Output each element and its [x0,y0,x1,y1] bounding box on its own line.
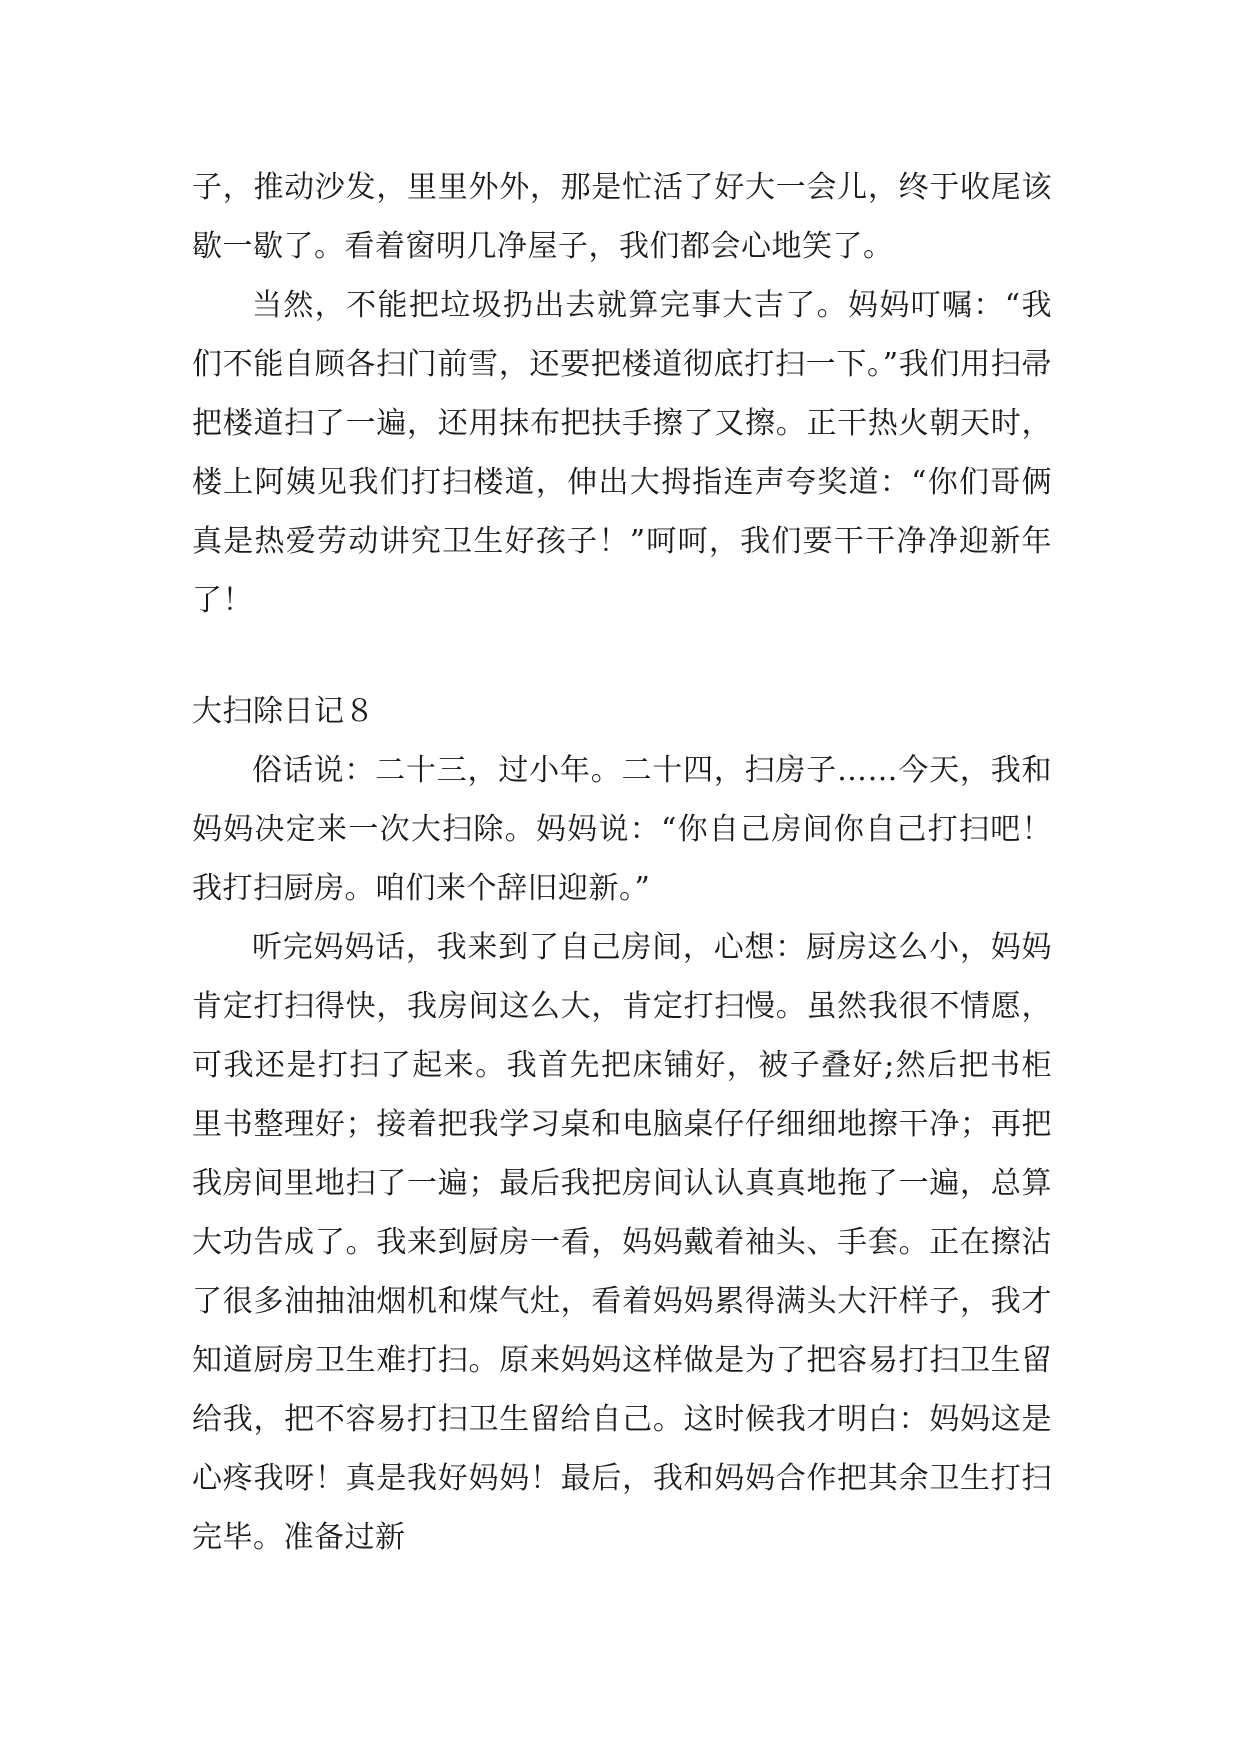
paragraph: 当然，不能把垃圾扔出去就算完事大吉了。妈妈叮嘱：“我们不能自顾各扫门前雪，还要把楼道彻底打扫一下。”我们用扫帚把楼道扫了一遍，还用抹布把扶手擦了又擦。正干热火朝天时，楼上阿姨见我们打扫楼道，伸出大拇指连声夸奖道：“你们哥俩真是热爱劳动讲究卫生好孩子！”呵呵，我们要干干净净迎新年了！ [192,288,1052,618]
paragraph: 听完妈妈话，我来到了自己房间，心想：厨房这么小，妈妈肯定打扫得快，我房间这么大，肯定打扫慢。虽然我很不情愿，可我还是打扫了起来。我首先把床铺好，被子叠好;然后把书柜里书整理好；接着把我学习桌和电脑桌仔仔细细地擦干净；再把我房间里地扫了一遍；最后我把房间认认真真地拖了一遍，总算大功告成了。我来到厨房一看，妈妈戴着袖头、手套。正在擦沾了很多油抽油烟机和煤气灶，看着妈妈累得满头大汗样子，我才知道厨房卫生难打扫。原来妈妈这样做是为了把容易打扫卫生留给我，把不容易打扫卫生留给自己。这时候我才明白：妈妈这是心疼我呀！真是我好妈妈！最后，我和妈妈合作把其余卫生打扫完毕。准备过新 [192,930,1052,1555]
section-title: 大扫除日记８ [192,694,375,729]
paragraph: 俗话说：二十三，过小年。二十四，扫房子……今天，我和妈妈决定来一次大扫除。妈妈说：“你自己房间你自己打扫吧！我打扫厨房。咱们来个辞旧迎新。” [192,753,1052,906]
paragraph: 子，推动沙发，里里外外，那是忙活了好大一会儿，终于收尾该歇一歇了。看着窗明几净屋子，我们都会心地笑了。 [192,170,1052,264]
diary-section-8 [192,682,1052,1567]
previous-section-continuation [192,158,1052,630]
